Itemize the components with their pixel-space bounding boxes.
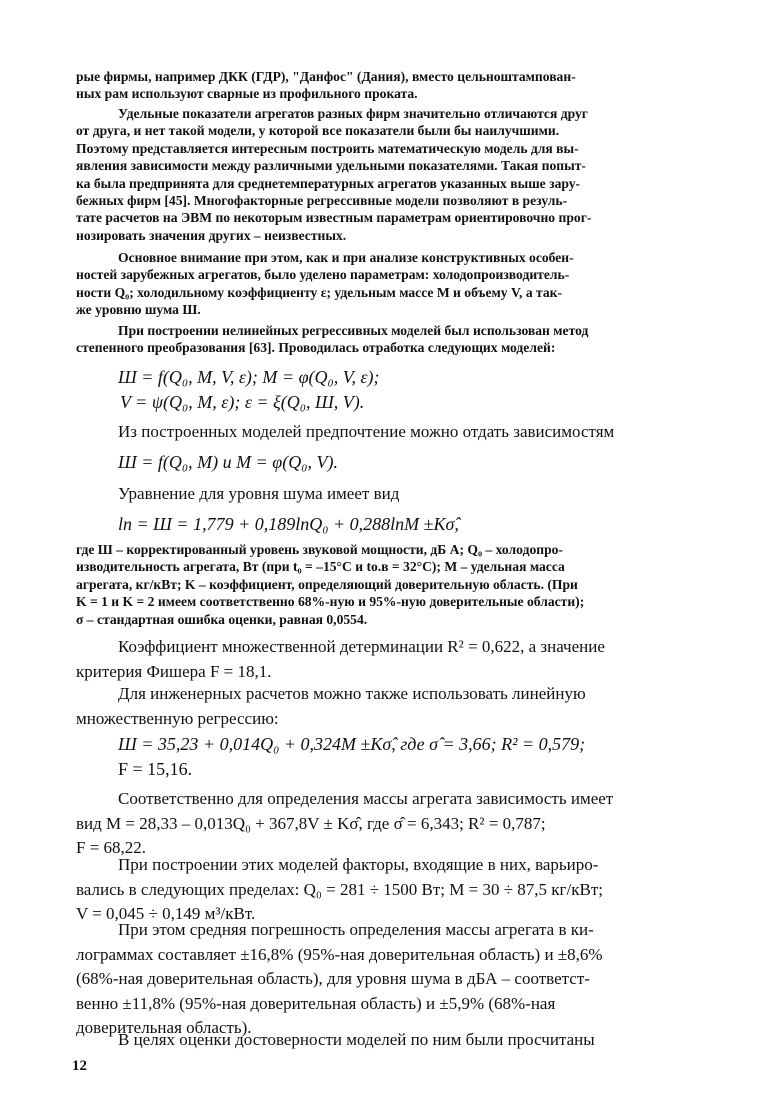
equation-line: Ш = f(Q₀, M) и M = φ(Q₀, V). <box>118 452 338 472</box>
text-line: лограммах составляет ±16,8% (95%-ная доверительная область) и ±8,6% <box>76 944 603 964</box>
equation-line: Ш = f(Q₀, M, V, ε); M = φ(Q₀, V, ε); <box>118 367 380 387</box>
equation-line: V = ψ(Q₀, M, ε); ε = ξ(Q₀, Ш, V). <box>120 392 365 412</box>
text-line: Из построенных моделей предпочтение можно отдать зависимостям <box>118 422 615 441</box>
text-line: При этом средняя погрешность определения массы агрегата в ки- <box>118 920 594 939</box>
text-line: явления зависимости между различными удельными показателями. Такая попыт- <box>76 158 586 174</box>
text-line: критерия Фишера F = 18,1. <box>76 661 272 681</box>
text-line: V = 0,045 ÷ 0,149 м³/кВт. <box>76 904 256 923</box>
text-line: от друга, и нет такой модели, у которой все показатели были бы наилучшими. <box>76 123 560 139</box>
text-line: где Ш – корректированный уровень звуковой мощности, дБ А; Q₀ – холодопро- <box>76 542 563 557</box>
paragraph-4 <box>76 322 700 357</box>
paragraph-5 <box>76 420 700 445</box>
text-line: агрегата, кг/кВт; K – коэффициент, определяющий доверительную область. (При <box>76 576 578 592</box>
equation-noise <box>118 512 459 537</box>
text-line: F = 68,22. <box>76 838 147 857</box>
text-line: (68%-ная доверительная область), для уровня шума в дБА – соответст- <box>76 969 590 988</box>
paragraph-11 <box>76 853 700 927</box>
text-line: K = 1 и K = 2 имеем соответственно 68%-ную и 95%-ную доверительные области); <box>76 594 585 610</box>
page-number: 12 <box>72 1058 87 1074</box>
paragraph-1 <box>76 68 700 103</box>
text-line: ностей зарубежных агрегатов, было уделено параметрам: холодопроизводитель- <box>76 267 570 283</box>
equation-line: F = 15,16. <box>118 759 193 779</box>
text-line: Для инженерных расчетов можно также использовать линейную <box>118 684 586 703</box>
text-line: степенного преобразования [63]. Проводилась отработка следующих моделей: <box>76 340 556 356</box>
paragraph-10 <box>76 787 700 861</box>
paragraph-3 <box>76 249 700 319</box>
paragraph-9 <box>76 682 700 731</box>
paragraph-12 <box>76 918 700 1041</box>
text-line: множественную регрессию: <box>76 708 279 728</box>
paragraph-6 <box>76 482 700 507</box>
equation-line: ln = Ш = 1,779 + 0,189lnQ₀ + 0,288lnM ±Kσ̂, <box>118 514 459 534</box>
equation-linear <box>118 732 585 782</box>
paragraph-7 <box>76 541 700 628</box>
paragraph-13 <box>76 1028 700 1053</box>
text-line: венно ±11,8% (95%-ная доверительная область) и ±5,9% (68%-ная <box>76 993 556 1013</box>
text-line: изводительность агрегата, Вт (при t₀ = –15°C и tо.в = 32°C); M – удельная масса <box>76 559 565 575</box>
text-line: ных рам используют сварные из профильного проката. <box>76 86 418 102</box>
text-line: В целях оценки достоверности моделей по ним были просчитаны <box>118 1030 595 1049</box>
text-line: тате расчетов на ЭВМ по некоторым известным параметрам ориентировочно прог- <box>76 210 592 226</box>
text-line: Коэффициент множественной детерминации R² = 0,622, а значение <box>118 637 605 656</box>
text-line: бежных фирм [45]. Многофакторные регрессивные модели позволяют в резуль- <box>76 193 568 209</box>
text-line: Основное внимание при этом, как и при анализе конструктивных особен- <box>118 250 574 265</box>
equation-models <box>118 365 380 415</box>
text-line: Соответственно для определения массы агрегата зависимость имеет <box>118 789 614 808</box>
equation-preferred <box>118 450 338 475</box>
text-line: вид M = 28,33 – 0,013Q₀ + 367,8V ± Kσ̂, где σ̂ = 6,343; R² = 0,787; <box>76 813 546 833</box>
text-line: При построении нелинейных регрессивных моделей был использован метод <box>118 323 589 338</box>
text-line: σ – стандартная ошибка оценки, равная 0,0554. <box>76 611 368 627</box>
text-line: вались в следующих пределах: Q₀ = 281 ÷ 1500 Вт; M = 30 ÷ 87,5 кг/кВт; <box>76 879 604 899</box>
equation-line: Ш = 35,23 + 0,014Q₀ + 0,324M ±Kσ̂, где σ̂ = 3,66; R² = 0,579; <box>118 734 586 754</box>
text-line: Поэтому представляется интересным построить математическую модель для вы- <box>76 140 579 156</box>
paragraph-8 <box>76 635 700 684</box>
text-line: ка была предпринята для среднетемпературных агрегатов указанных выше зару- <box>76 175 581 191</box>
text-line: нозировать значения других – неизвестных. <box>76 227 347 243</box>
text-line: доверительная область). <box>76 1018 252 1037</box>
paragraph-2 <box>76 105 700 244</box>
text-line: Удельные показатели агрегатов разных фирм значительно отличаются друг <box>118 106 588 121</box>
text-line: рые фирмы, например ДКК (ГДР), "Данфос" (Дания), вместо цельноштампован- <box>76 69 576 84</box>
text-line: ности Q₀; холодильному коэффициенту ε; удельным массе M и объему V, а так- <box>76 284 563 300</box>
text-line: же уровню шума Ш. <box>76 302 201 318</box>
text-line: При построении этих моделей факторы, входящие в них, варьиро- <box>118 855 599 874</box>
text-line: Уравнение для уровня шума имеет вид <box>118 484 400 503</box>
